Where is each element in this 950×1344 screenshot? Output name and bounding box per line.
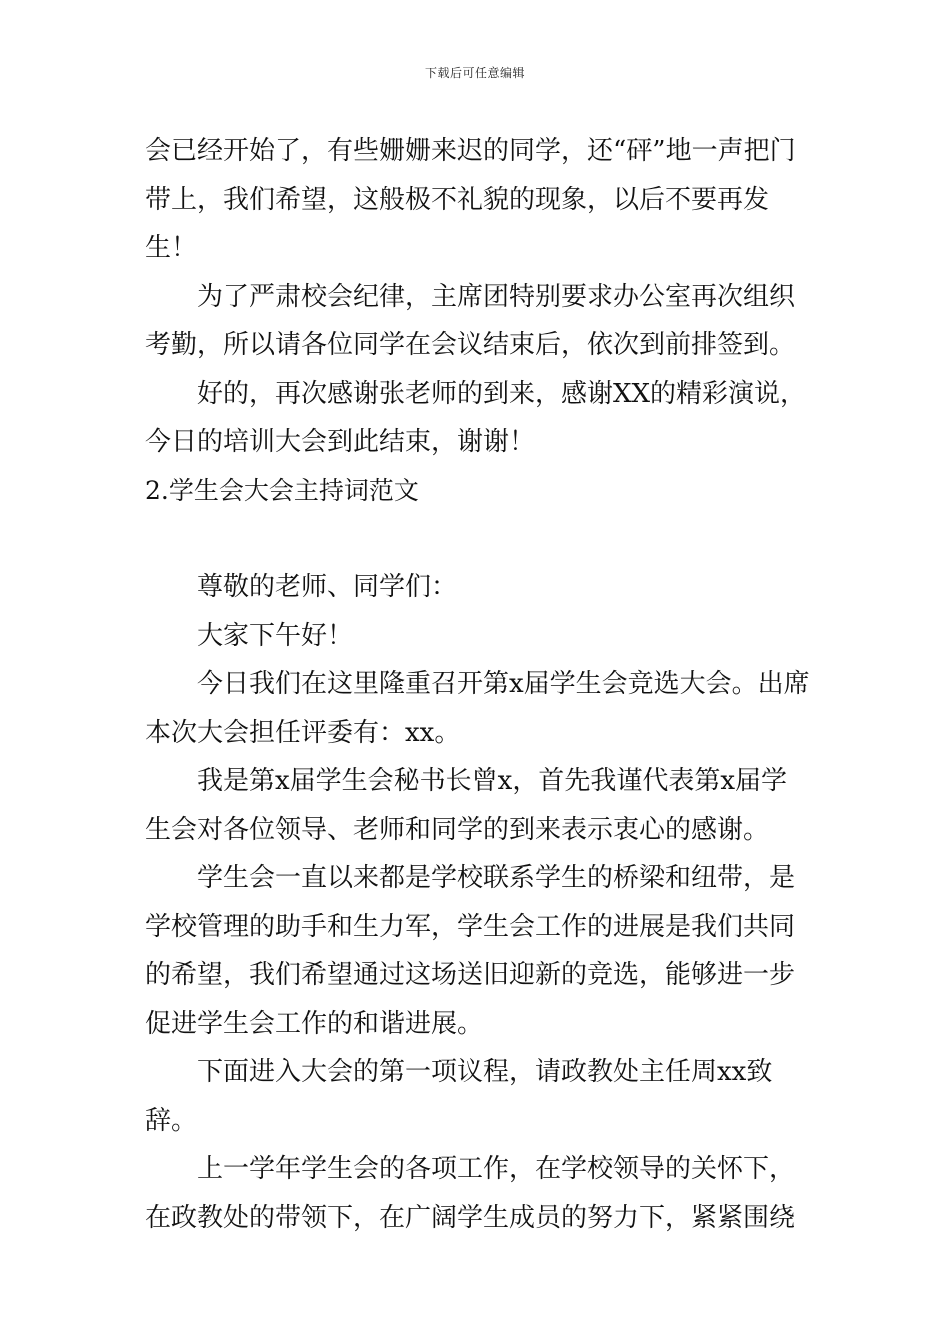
salutation: 尊敬的老师、同学们： bbox=[197, 572, 458, 602]
paragraph: 会已经开始了，有些姗姗来迟的同学，还“砰”地一声把门带上，我们希望，这般极不礼貌的现象，以后不要再发生！ bbox=[145, 136, 796, 263]
paragraph: 学生会一直以来都是学校联系学生的桥梁和纽带，是学校管理的助手和生力军，学生会工作的进展是我们共同的希望，我们希望通过这场送旧迎新的竞选，能够进一步促进学生会工作的和谐进展。 bbox=[145, 863, 796, 1039]
paragraph: 我是第x届学生会秘书长曾x，首先我谨代表第x届学生会对各位领导、老师和同学的到来表示衷心的感谢。 bbox=[145, 766, 787, 845]
section-heading: 2.学生会大会主持词范文 bbox=[145, 475, 419, 505]
paragraph: 今日我们在这里隆重召开第x届学生会竞选大会。出席本次大会担任评委有：xx。 bbox=[145, 669, 810, 748]
paragraph: 好的，再次感谢张老师的到来，感谢XX的精彩演说，今日的培训大会到此结束，谢谢！ bbox=[145, 378, 807, 457]
paragraph: 为了严肃校会纪律，主席团特别要求办公室再次组织考勤，所以请各位同学在会议结束后，依次到前排签到。 bbox=[145, 281, 796, 360]
greeting: 大家下午好！ bbox=[197, 620, 354, 651]
document-body bbox=[145, 127, 810, 1242]
page-header: 下载后可任意编辑 bbox=[424, 66, 525, 80]
blank-line bbox=[145, 515, 810, 563]
paragraph: 上一学年学生会的各项工作，在学校领导的关怀下，在政教处的带领下，在广阔学生成员的努力下，紧紧围绕 bbox=[145, 1154, 796, 1233]
paragraph: 下面进入大会的第一项议程，请政教处主任周xx致辞。 bbox=[145, 1057, 773, 1136]
